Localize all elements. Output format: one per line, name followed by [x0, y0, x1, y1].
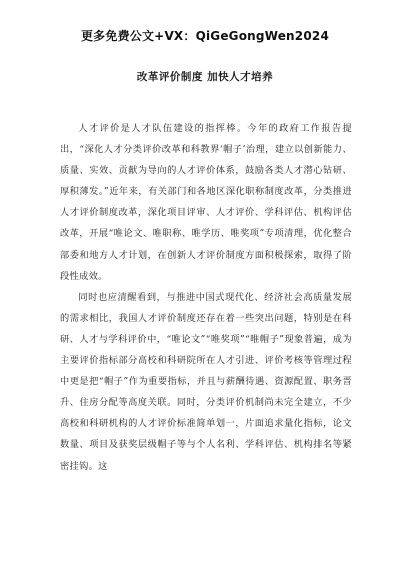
document-title: 改革评价制度 加快人才培养 — [136, 71, 274, 83]
promo-header: 更多免费公文+VX：QiGeGongWen2024 — [80, 29, 329, 43]
paragraph-2: 同时也应清醒看到，与推进中国式现代化、经济社会高质量发展的需求相比，我国人才评价制度还存在着一些突出问题，特别是在科研、人才与学科评价中，“唯论文”“唯奖项”“唯帽子”现象普遍，成为主要评价指标部分高校和科研院所在人才引进、评价考核等管理过程中更是把“帽子”作为重要指标，并且与薪酬待遇、资源配置、职务晋升、住房分配等高度关联。同时，分类评价机制尚未完全建立，不少高校和科研机构的人才评价标准简单划一，片面追求量化指标，论文数量、项目及获奖层级帽子等与个人名利、学科评估、机构排名等紧密挂钩。这 — [60, 291, 352, 472]
document-body — [60, 118, 352, 477]
paragraph-1: 人才评价是人才队伍建设的指挥棒。今年的政府工作报告提出，“深化人才分类评价改革和科教界‘帽子’治理，建立以创新能力、质量、实效、贡献为导向的人才评价体系，鼓励各类人才潜心钻研、厚积薄发。”近年来，有关部门和各地区深化职称制度改革，分类推进人才评价制度改革，深化项目评审、人才评价、学科评估、机构评估改革，开展“唯论文、唯职称、唯学历、唯奖项”专项清理，优化整合部委和地方人才计划，在创新人才评价制度方面积极探索，取得了阶段性成效。 — [60, 123, 352, 282]
